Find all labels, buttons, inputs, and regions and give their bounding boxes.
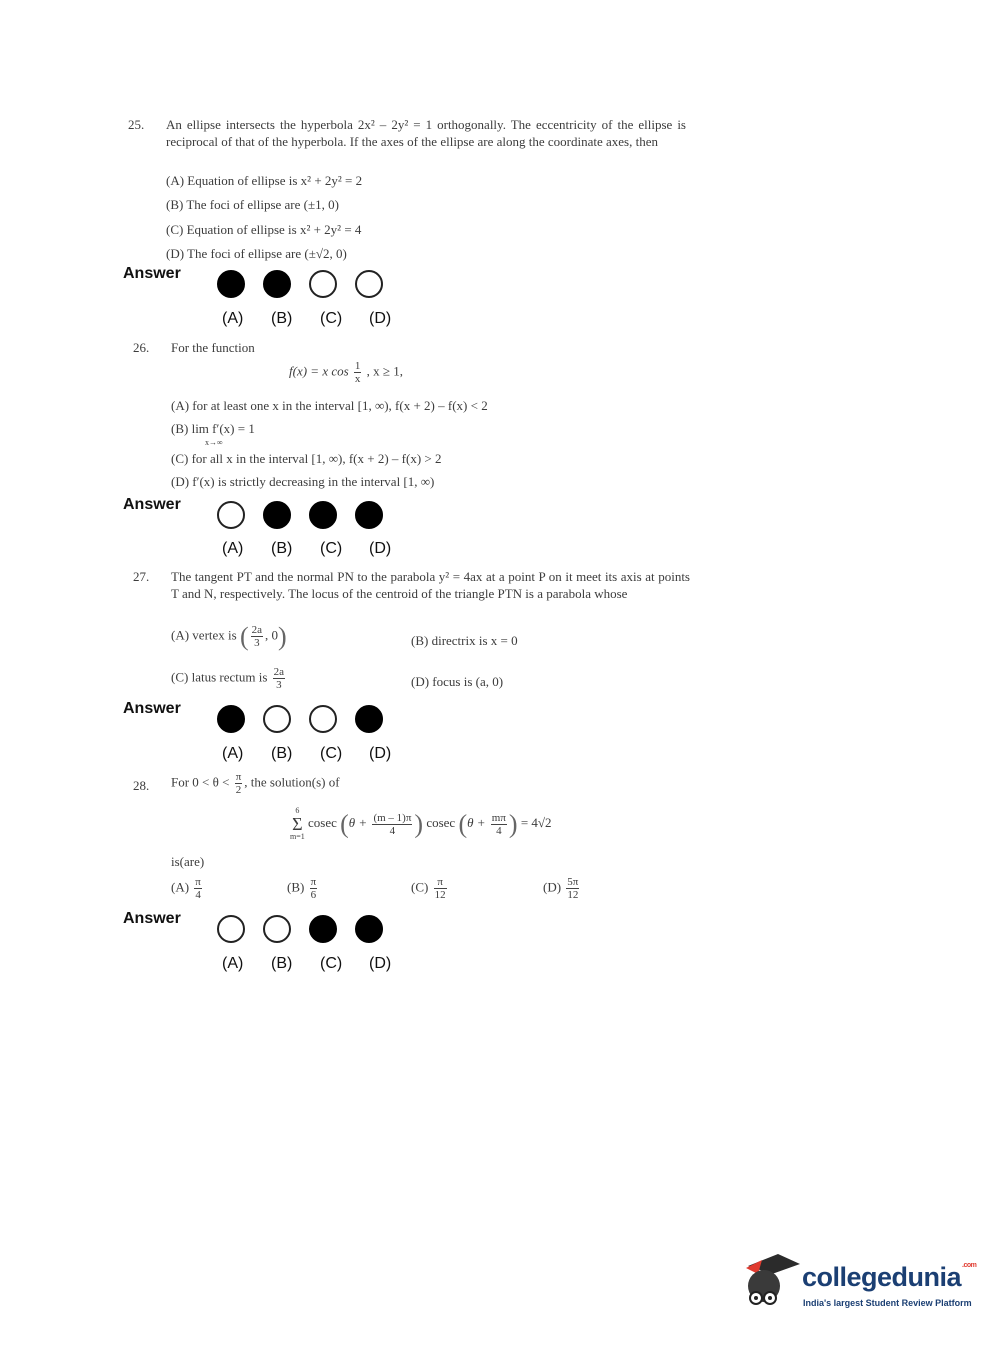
mascot-icon <box>742 1250 802 1314</box>
answer-bubble-d-filled <box>355 705 383 733</box>
answer-letter-c: (C) <box>320 310 343 327</box>
answer-bubbles <box>217 270 383 298</box>
paren-open: ( <box>458 809 468 839</box>
answer-letter-c: (C) <box>320 955 343 972</box>
option-a-tail: , 0 <box>265 627 279 643</box>
question-number: 27. <box>133 569 150 584</box>
option-a: (A) for at least one x in the interval [1, ∞), f(x + 2) – f(x) < 2 <box>171 398 488 413</box>
answer-letter-b: (B) <box>271 310 293 327</box>
fraction-numerator: 2a <box>273 666 285 678</box>
answer-letter-b: (B) <box>271 745 293 762</box>
option-a: (A) Equation of ellipse is x² + 2y² = 2 <box>166 173 363 188</box>
answer-bubble-d-filled <box>355 915 383 943</box>
isare-text: is(are) <box>171 854 205 869</box>
logo-name: collegedunia <box>802 1262 962 1292</box>
answer-bubble-c-empty <box>309 270 337 298</box>
option-c-label: (C) latus rectum is <box>171 669 268 685</box>
answer-bubble-c-filled <box>309 915 337 943</box>
option-d: (D) focus is (a, 0) <box>411 674 504 689</box>
answer-letter-a: (A) <box>222 955 244 972</box>
answer-bubble-b-filled <box>263 501 291 529</box>
fraction-denominator: 4 <box>195 889 201 901</box>
fraction-numerator: π <box>434 876 447 889</box>
formula-rhs: , x ≥ 1, <box>366 363 404 379</box>
fraction-numerator: π <box>310 876 317 888</box>
answer-bubble-b-filled <box>263 270 291 298</box>
answer-letter-d: (D) <box>369 955 392 972</box>
answer-letter-c: (C) <box>320 540 343 557</box>
fraction-numerator: 2a <box>251 624 263 636</box>
fraction-denominator: 6 <box>310 889 317 901</box>
question-formula <box>289 360 403 385</box>
answer-letter-a: (A) <box>222 310 244 327</box>
option-label: (D) <box>543 879 562 895</box>
answer-letter-a: (A) <box>222 540 244 557</box>
limit-subscript: x→∞ <box>205 438 223 447</box>
option-a-label: (A) vertex is <box>171 627 237 643</box>
answer-bubble-a-filled <box>217 705 245 733</box>
question-text: An ellipse intersects the hyperbola 2x² – 2y² = 1 orthogonally. The eccentricity of the ellipse is reciprocal of that of the hyperbola. If the axes of the ellipse are along the coordinate axes, then <box>166 117 686 149</box>
sum-upper-limit: 6 <box>295 806 300 815</box>
answer-bubbles <box>217 501 383 529</box>
fraction-denominator: 12 <box>567 889 579 901</box>
answer-letter-d: (D) <box>369 310 392 327</box>
fraction-denominator: 3 <box>276 679 282 691</box>
option-fraction <box>434 876 447 901</box>
text-prefix: For 0 < θ < <box>171 774 230 790</box>
sum-lower-limit: m=1 <box>290 832 305 841</box>
fraction-numerator: (m – 1)π <box>373 811 412 824</box>
collegedunia-logo <box>742 1250 977 1320</box>
formula-rhs: = 4√2 <box>520 814 552 830</box>
answer-bubble-b-empty <box>263 705 291 733</box>
answer-label: Answer <box>123 700 181 717</box>
answer-bubble-d-empty <box>355 270 383 298</box>
option-label: (A) <box>171 879 190 895</box>
option-d: (D) f′(x) is strictly decreasing in the interval [1, ∞) <box>171 474 435 489</box>
fraction-denominator: 4 <box>496 824 502 837</box>
answer-bubbles <box>217 705 383 733</box>
option-a <box>171 624 287 649</box>
answer-letters <box>222 745 418 763</box>
answer-label: Answer <box>123 910 181 927</box>
text-fraction <box>235 771 243 796</box>
text-suffix: , the solution(s) of <box>244 774 340 790</box>
answer-bubble-a-filled <box>217 270 245 298</box>
formula-cosec-1: cosec <box>307 814 337 830</box>
question-number: 25. <box>128 117 145 132</box>
paren-open: ( <box>340 809 349 839</box>
question-text: The tangent PT and the normal PN to the parabola y² = 4ax at a point P on it meet its axis at points T and N, respectively. The locus of the centroid of the triangle PTN is a parabola whose <box>171 569 690 601</box>
option-b: (B) lim f′(x) = 1 <box>171 421 255 436</box>
question-number: 28. <box>133 778 150 793</box>
formula-arg2-prefix: θ + <box>467 814 486 830</box>
answer-bubble-a-empty <box>217 501 245 529</box>
option-a <box>171 876 204 901</box>
question-text: For the function <box>171 340 255 355</box>
fraction-denominator: 3 <box>254 637 260 649</box>
formula-arg2-fraction <box>491 812 507 837</box>
logo-suffix: .com <box>962 1262 977 1269</box>
answer-letter-c: (C) <box>320 745 343 762</box>
option-c <box>171 666 287 691</box>
paren-close: ) <box>278 622 287 651</box>
logo-wordmark <box>802 1262 976 1293</box>
sigma-icon: Σ <box>292 814 303 834</box>
answer-bubble-d-filled <box>355 501 383 529</box>
formula-fraction <box>354 360 362 385</box>
option-label: (C) <box>411 879 429 895</box>
fraction-denominator: 4 <box>389 824 396 837</box>
answer-letters <box>222 955 418 973</box>
answer-label: Answer <box>123 496 181 513</box>
option-fraction <box>310 876 318 901</box>
answer-letters <box>222 540 418 558</box>
answer-letter-b: (B) <box>271 540 293 557</box>
option-d <box>543 876 581 901</box>
fraction-denominator: 12 <box>434 889 446 901</box>
formula-arg1-fraction <box>372 812 412 837</box>
answer-bubble-c-empty <box>309 705 337 733</box>
answer-letter-b: (B) <box>271 955 293 972</box>
question-formula <box>290 806 552 846</box>
option-b: (B) The foci of ellipse are (±1, 0) <box>166 197 339 212</box>
answer-bubble-b-empty <box>263 915 291 943</box>
fraction-numerator: π <box>235 771 242 783</box>
option-b <box>287 876 319 901</box>
option-fraction <box>194 876 202 901</box>
option-c <box>411 876 449 901</box>
sum-symbol <box>290 806 305 842</box>
answer-bubble-a-empty <box>217 915 245 943</box>
fraction-numerator: π <box>195 876 201 888</box>
formula-lhs: f(x) = x cos <box>289 363 349 379</box>
question-text <box>171 771 340 796</box>
answer-bubbles <box>217 915 383 943</box>
option-c: (C) Equation of ellipse is x² + 2y² = 4 <box>166 222 362 237</box>
paren-close: ) <box>414 809 424 839</box>
paren-open: ( <box>239 622 249 651</box>
option-c-fraction <box>273 666 285 691</box>
fraction-numerator: 1 <box>354 360 361 372</box>
answer-letter-d: (D) <box>369 745 392 762</box>
option-b: (B) directrix is x = 0 <box>411 633 518 648</box>
option-fraction <box>566 876 579 901</box>
formula-cosec-2: cosec <box>426 814 456 830</box>
answer-label: Answer <box>123 265 181 282</box>
option-d: (D) The foci of ellipse are (±√2, 0) <box>166 246 347 261</box>
question-number: 26. <box>133 340 150 355</box>
fraction-denominator: x <box>354 373 361 385</box>
fraction-numerator: 5π <box>567 876 579 888</box>
answer-letter-d: (D) <box>369 540 392 557</box>
option-c: (C) for all x in the interval [1, ∞), f(x + 2) – f(x) > 2 <box>171 451 442 466</box>
paren-close: ) <box>508 809 518 839</box>
answer-letters <box>222 310 418 328</box>
option-label: (B) <box>287 879 305 895</box>
fraction-numerator: mπ <box>491 811 506 824</box>
answer-bubble-c-filled <box>309 501 337 529</box>
logo-tagline: India's largest Student Review Platform <box>803 1298 972 1308</box>
option-a-fraction <box>251 624 263 649</box>
formula-arg1-prefix: θ + <box>348 814 368 830</box>
answer-letter-a: (A) <box>222 745 244 762</box>
fraction-denominator: 2 <box>235 784 242 796</box>
